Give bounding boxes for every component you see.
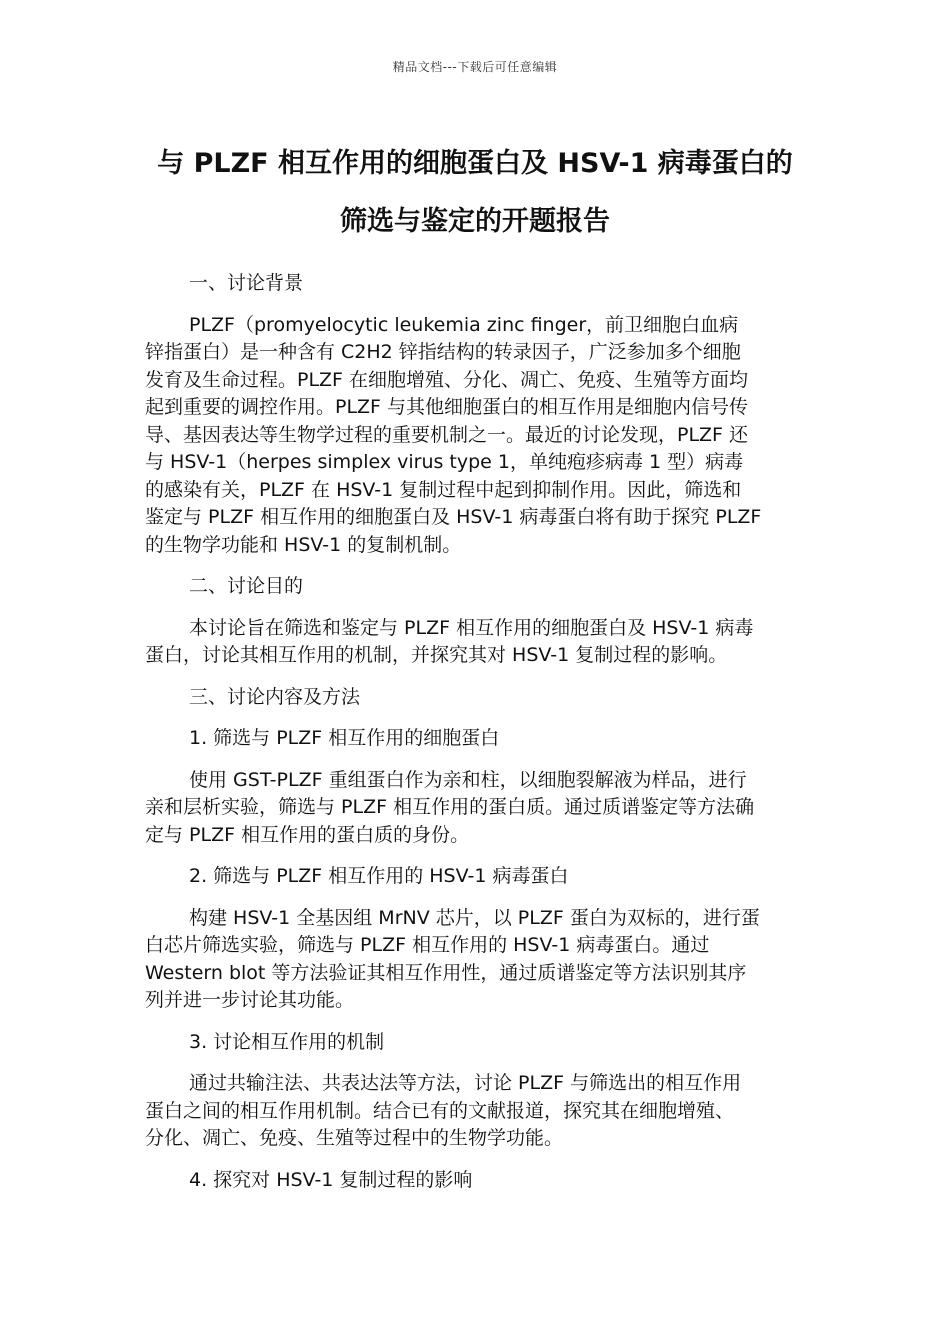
paragraph-line: 分化、凋亡、免疫、生殖等过程中的生物学功能。 xyxy=(145,1127,564,1149)
paragraph-line: 的生物学功能和 HSV-1 的复制机制。 xyxy=(145,533,462,556)
paragraph-line: 与 HSV-1（herpes simplex virus type 1，单纯疱疹病毒 1 型）病毒 xyxy=(145,451,744,473)
paragraph-line: 使用 GST-PLZF 重组蛋白作为亲和柱，以细胞裂解液为样品，进行 xyxy=(189,768,747,791)
subsection-heading-1: 1. 筛选与 PLZF 相互作用的细胞蛋白 xyxy=(189,727,500,749)
document-title xyxy=(80,135,870,251)
subsection-heading-2: 2. 筛选与 PLZF 相互作用的 HSV-1 病毒蛋白 xyxy=(189,865,569,887)
subsection-heading-4: 4. 探究对 HSV-1 复制过程的影响 xyxy=(189,1168,473,1191)
paragraph-method-2 xyxy=(145,905,810,1015)
section-heading-methods: 三、讨论内容及方法 xyxy=(189,685,361,708)
paragraph-line: 白芯片筛选实验，筛选与 PLZF 相互作用的 HSV-1 病毒蛋白。通过 xyxy=(145,934,710,956)
paragraph-line: 锌指蛋白）是一种含有 C2H2 锌指结构的转录因子，广泛参加多个细胞 xyxy=(145,341,741,363)
section-heading-purpose: 二、讨论目的 xyxy=(189,575,304,597)
paragraph-line: 通过共输注法、共表达法等方法，讨论 PLZF 与筛选出的相互作用 xyxy=(189,1072,742,1094)
paragraph-method-1 xyxy=(145,767,810,850)
paragraph-line: 构建 HSV-1 全基因组 MrNV 芯片，以 PLZF 蛋白为双标的，进行蛋 xyxy=(189,906,760,929)
paragraph-line: 蛋白，讨论其相互作用的机制，并探究其对 HSV-1 复制过程的影响。 xyxy=(145,644,728,666)
paragraph-line: 鉴定与 PLZF 相互作用的细胞蛋白及 HSV-1 病毒蛋白将有助于探究 PLZF xyxy=(145,506,762,528)
title-line-1: 与 PLZF 相互作用的细胞蛋白及 HSV-1 病毒蛋白的 xyxy=(157,148,793,179)
paragraph-line: Western blot 等方法验证其相互作用性，通过质谱鉴定等方法识别其序 xyxy=(145,961,747,984)
paragraph-line: 亲和层析实验，筛选与 PLZF 相互作用的蛋白质。通过质谱鉴定等方法确 xyxy=(145,796,755,818)
paragraph-line: 起到重要的调控作用。PLZF 与其他细胞蛋白的相互作用是细胞内信号传 xyxy=(145,396,749,418)
section-heading-background: 一、讨论背景 xyxy=(189,272,304,294)
paragraph-line: 发育及生命过程。PLZF 在细胞增殖、分化、凋亡、免疫、生殖等方面均 xyxy=(145,368,749,391)
paragraph-background xyxy=(145,312,810,560)
subsection-heading-3: 3. 讨论相互作用的机制 xyxy=(189,1030,385,1053)
paragraph-line: 蛋白之间的相互作用机制。结合已有的文献报道，探究其在细胞增殖、 xyxy=(145,1099,735,1122)
document-body xyxy=(145,270,810,1208)
paragraph-line: 列并进一步讨论其功能。 xyxy=(145,989,355,1011)
paragraph-method-3 xyxy=(145,1070,810,1153)
paragraph-purpose xyxy=(145,615,810,670)
paragraph-line: 导、基因表达等生物学过程的重要机制之一。最近的讨论发现，PLZF 还 xyxy=(145,423,749,446)
paragraph-line: 定与 PLZF 相互作用的蛋白质的身份。 xyxy=(145,823,470,846)
title-line-2: 筛选与鉴定的开题报告 xyxy=(340,206,610,237)
paragraph-line: PLZF（promyelocytic leukemia zinc finger，前卫细胞白血病 xyxy=(189,313,739,336)
paragraph-line: 本讨论旨在筛选和鉴定与 PLZF 相互作用的细胞蛋白及 HSV-1 病毒 xyxy=(189,616,754,639)
header-note: 精品文档---下载后可任意编辑 xyxy=(392,60,558,74)
paragraph-line: 的感染有关，PLZF 在 HSV-1 复制过程中起到抑制作用。因此，筛选和 xyxy=(145,478,742,501)
